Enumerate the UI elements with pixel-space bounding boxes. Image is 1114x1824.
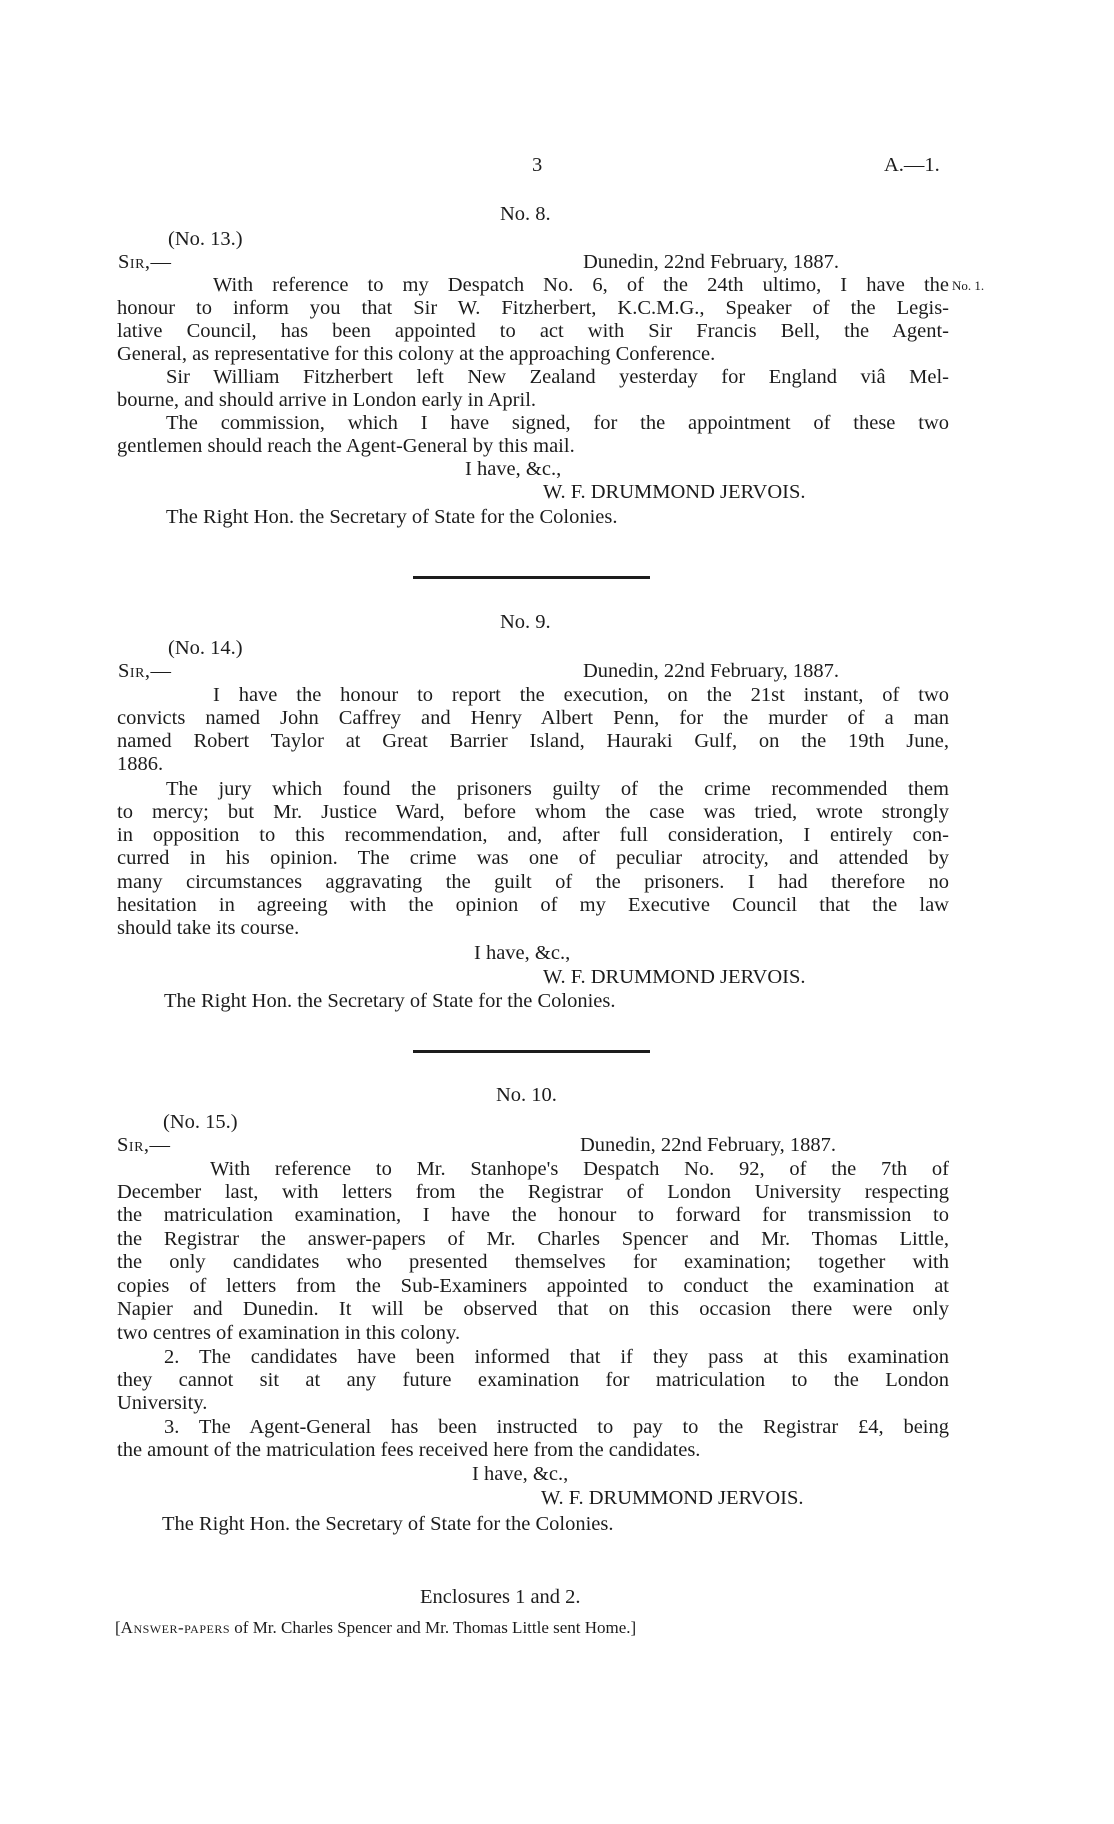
- body-line: the Registrar the answer-papers of Mr. Charles Spencer and Mr. Thomas Little,: [117, 1228, 949, 1250]
- note-smallcaps: Answer-papers: [120, 1618, 231, 1637]
- margin-note: No. 1.: [952, 278, 985, 293]
- note-bracket: [: [115, 1618, 121, 1637]
- body-line: the matriculation examination, I have the honour to forward for transmission to: [117, 1204, 949, 1226]
- body-line: the only candidates who presented themselves for examination; together with: [117, 1251, 949, 1273]
- body-line: in opposition to this recommendation, and, after full consideration, I entirely con-: [117, 824, 949, 846]
- body-line: University.: [117, 1392, 208, 1414]
- body-line: the amount of the matriculation fees received here from the candidates.: [117, 1439, 701, 1461]
- salutation: Sir,—: [117, 1134, 171, 1156]
- body-line: many circumstances aggravating the guilt of the prisoners. I had therefore no: [117, 871, 949, 893]
- despatch-number: No. 9.: [500, 611, 551, 633]
- despatch-ref: (No. 13.): [168, 228, 243, 250]
- closing: I have, &c.,: [465, 458, 562, 480]
- body-line: lative Council, has been appointed to act with Sir Francis Bell, the Agent-: [117, 320, 949, 342]
- body-line: to mercy; but Mr. Justice Ward, before whom the case was tried, wrote strongly: [117, 801, 949, 823]
- dateline: Dunedin, 22nd February, 1887.: [583, 251, 840, 273]
- salutation: Sir,—: [118, 251, 172, 273]
- body-line: honour to inform you that Sir W. Fitzherbert, K.C.M.G., Speaker of the Legis-: [117, 297, 949, 319]
- page-number: 3: [532, 154, 543, 176]
- enclosures-note: [115, 1616, 636, 1640]
- body-line: December last, with letters from the Registrar of London University respecting: [117, 1181, 949, 1203]
- body-line: With reference to my Despatch No. 6, of the 24th ultimo, I have the: [213, 274, 949, 296]
- addressee: The Right Hon. the Secretary of State for the Colonies.: [166, 506, 618, 528]
- addressee: The Right Hon. the Secretary of State for the Colonies.: [164, 990, 616, 1012]
- body-line: The jury which found the prisoners guilty of the crime recommended them: [166, 778, 949, 800]
- body-line: bourne, and should arrive in London early in April.: [117, 389, 537, 411]
- body-line: curred in his opinion. The crime was one of peculiar atrocity, and attended by: [117, 847, 949, 869]
- despatch-ref: (No. 15.): [163, 1111, 238, 1133]
- body-line: General, as representative for this colony at the approaching Conference.: [117, 343, 716, 365]
- body-line: With reference to Mr. Stanhope's Despatch No. 92, of the 7th of: [210, 1158, 949, 1180]
- signature: W. F. DRUMMOND JERVOIS.: [543, 966, 806, 988]
- body-line: I have the honour to report the execution, on the 21st instant, of two: [213, 684, 949, 706]
- body-line: named Robert Taylor at Great Barrier Island, Hauraki Gulf, on the 19th June,: [117, 730, 949, 752]
- body-line: copies of letters from the Sub-Examiners appointed to conduct the examination at: [117, 1275, 949, 1297]
- body-line: two centres of examination in this colony.: [117, 1322, 461, 1344]
- closing: I have, &c.,: [474, 942, 571, 964]
- body-line: Napier and Dunedin. It will be observed that on this occasion there were only: [117, 1298, 949, 1320]
- document-reference: A.—1.: [884, 154, 940, 176]
- body-line: Sir William Fitzherbert left New Zealand yesterday for England viâ Mel-: [166, 366, 949, 388]
- body-line: 1886.: [117, 753, 164, 775]
- despatch-ref: (No. 14.): [168, 637, 243, 659]
- body-line: 3. The Agent-General has been instructed to pay to the Registrar £4, being: [164, 1416, 949, 1438]
- despatch-number: No. 10.: [496, 1084, 557, 1106]
- body-line: convicts named John Caffrey and Henry Albert Penn, for the murder of a man: [117, 707, 949, 729]
- signature: W. F. DRUMMOND JERVOIS.: [543, 481, 806, 503]
- body-line: 2. The candidates have been informed that if they pass at this examination: [164, 1346, 949, 1368]
- signature: W. F. DRUMMOND JERVOIS.: [541, 1487, 804, 1509]
- body-line: gentlemen should reach the Agent-General by this mail.: [117, 435, 575, 457]
- closing: I have, &c.,: [472, 1463, 569, 1485]
- section-divider: [413, 1050, 650, 1053]
- dateline: Dunedin, 22nd February, 1887.: [583, 660, 840, 682]
- enclosures-heading: Enclosures 1 and 2.: [420, 1586, 581, 1608]
- body-line: hesitation in agreeing with the opinion of my Executive Council that the law: [117, 894, 949, 916]
- dateline: Dunedin, 22nd February, 1887.: [580, 1134, 837, 1156]
- addressee: The Right Hon. the Secretary of State for the Colonies.: [162, 1513, 614, 1535]
- body-line: they cannot sit at any future examination for matriculation to the London: [117, 1369, 949, 1391]
- note-text: of Mr. Charles Spencer and Mr. Thomas Little sent Home.]: [230, 1618, 637, 1637]
- body-line: should take its course.: [117, 917, 300, 939]
- salutation: Sir,—: [118, 660, 172, 682]
- section-divider: [413, 576, 650, 579]
- body-line: The commission, which I have signed, for the appointment of these two: [166, 412, 949, 434]
- despatch-number: No. 8.: [500, 203, 551, 225]
